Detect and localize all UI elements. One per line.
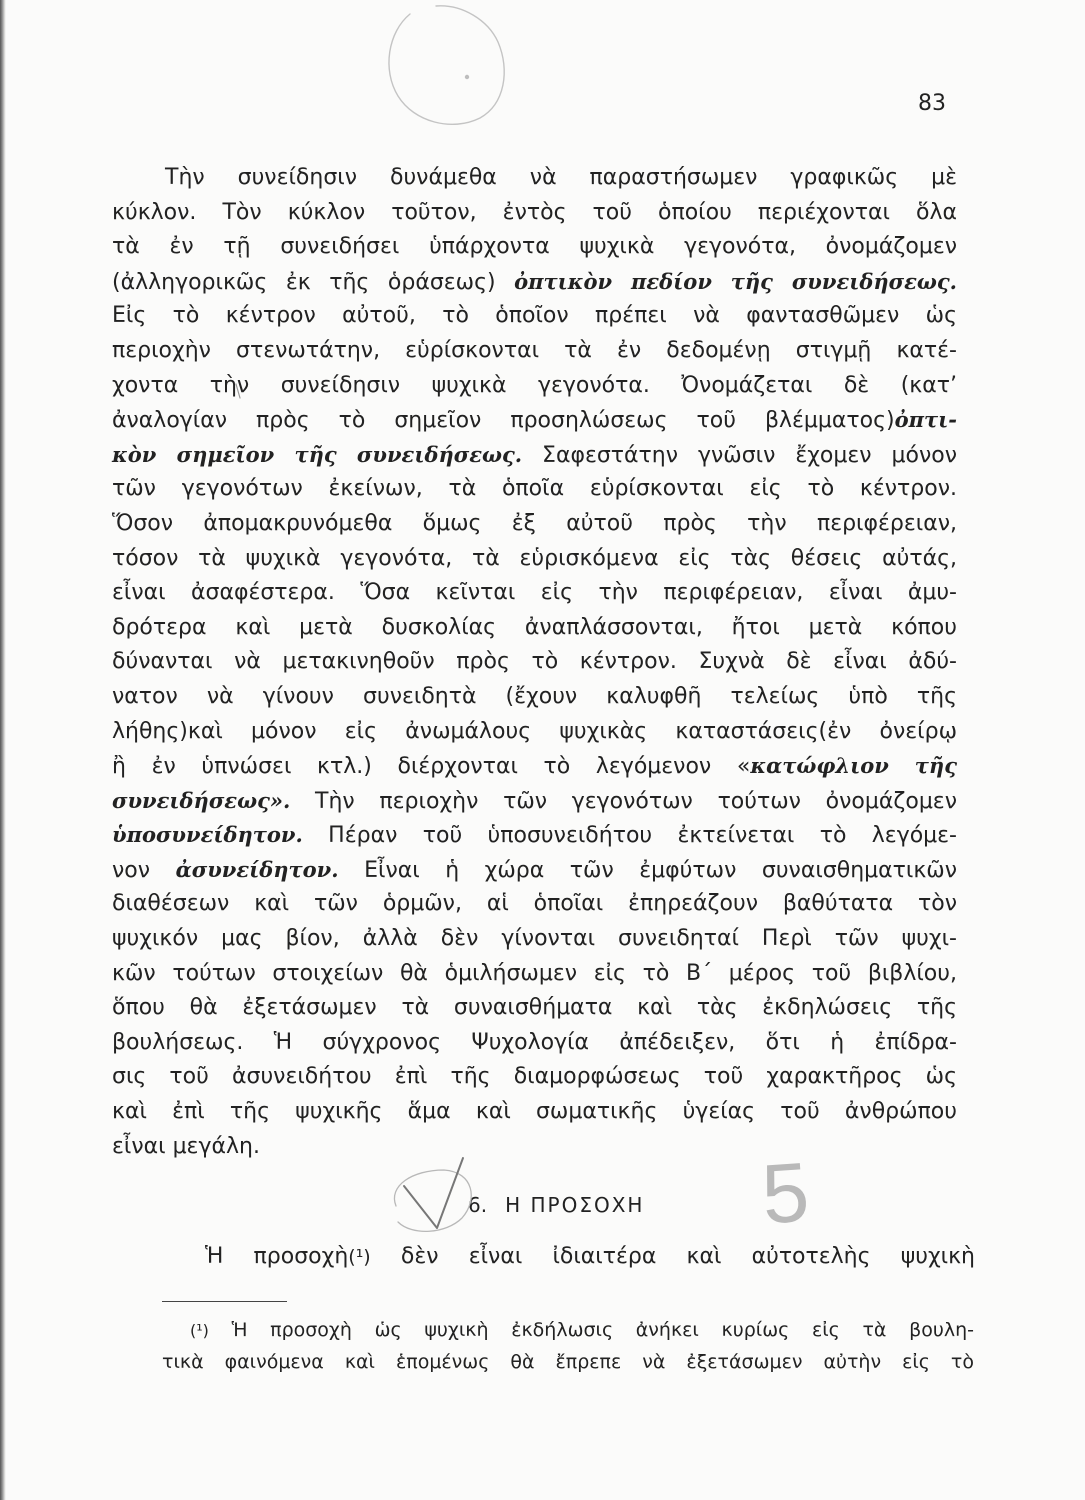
text-line bbox=[112, 403, 957, 438]
section-number: 6. bbox=[468, 1193, 488, 1217]
text-line bbox=[112, 299, 957, 334]
footnote-line bbox=[162, 1314, 974, 1346]
text-run: Εἶναι ἡ χώρα τῶν ἐμφύτων συναισθηματικῶν bbox=[338, 857, 957, 883]
text-line bbox=[112, 645, 957, 680]
text-line bbox=[112, 680, 957, 715]
text-line bbox=[112, 369, 957, 404]
text-run: κύκλον. Τὸν κύκλον τοῦτον, ἐντὸς τοῦ ὁποίου περιέχονται ὅλα bbox=[112, 199, 957, 225]
section-heading bbox=[468, 1193, 644, 1217]
footnote-divider bbox=[162, 1301, 287, 1302]
text-line bbox=[112, 1060, 957, 1095]
text-line bbox=[112, 1130, 957, 1165]
text-run: τικὰ φαινόμενα καὶ ἑπομένως θὰ ἔπρεπε νὰ ἐξετάσωμεν αὐτὴν εἰς τὸ bbox=[162, 1351, 974, 1373]
page-edge-shadow bbox=[0, 0, 6, 1500]
text-line bbox=[112, 991, 957, 1026]
section-paragraph bbox=[205, 1240, 975, 1275]
text-run: νατον νὰ γίνουν συνειδητὰ (ἔχουν καλυφθῆ τελείως ὑπὸ τῆς bbox=[112, 683, 957, 709]
text-run: (ἀλληγορικῶς ἐκ τῆς ὁράσεως) bbox=[112, 269, 515, 295]
pencil-circle-mark bbox=[389, 6, 504, 125]
text-run: δρότερα καὶ μετὰ δυσκολίας ἀναπλάσσονται, ἤτοι μετὰ κόπου bbox=[112, 614, 957, 640]
emphasized-term: κὸν σημεῖον τῆς συνειδήσεως. bbox=[112, 441, 523, 467]
text-run: τὰ ἐν τῇ συνειδήσει ὑπάρχοντα ψυχικὰ γεγονότα, ὀνομάζομεν bbox=[112, 234, 957, 260]
text-run: εἶναι ἀσαφέστερα. Ὅσα κεῖνται εἰς τὴν περιφέρειαν, εἶναι ἀμυ- bbox=[112, 580, 957, 606]
text-run: δύνανται νὰ μετακινηθοῦν πρὸς τὸ κέντρον. Συχνὰ δὲ εἶναι ἀδύ- bbox=[112, 649, 957, 675]
text-line bbox=[112, 853, 957, 888]
emphasized-term: ὀπτι- bbox=[894, 407, 957, 433]
text-run: τῶν γεγονότων ἐκείνων, τὰ ὁποῖα εὑρίσκονται εἰς τὸ κέντρον. bbox=[112, 476, 957, 502]
text-run: Τὴν περιοχὴν τῶν γεγονότων τούτων ὀνομάζομεν bbox=[290, 788, 957, 814]
text-line bbox=[112, 749, 957, 784]
footnote-reference: (¹) bbox=[348, 1246, 371, 1268]
text-run: βουλήσεως. Ἡ σύγχρονος Ψυχολογία ἀπέδειξεν, ὅτι ἡ ἐπίδρα- bbox=[112, 1029, 957, 1055]
text-run: εἶναι μεγάλη. bbox=[112, 1133, 260, 1159]
text-line bbox=[112, 161, 957, 196]
text-run: τόσον τὰ ψυχικὰ γεγονότα, τὰ εὑρισκόμενα εἰς τὰς θέσεις αὐτάς, bbox=[112, 545, 957, 571]
emphasized-term: ὑποσυνείδητον. bbox=[112, 822, 303, 848]
footnote-line bbox=[162, 1346, 974, 1378]
pencil-check-mark bbox=[404, 1158, 463, 1228]
text-line bbox=[112, 818, 957, 853]
text-run: καὶ ἐπὶ τῆς ψυχικῆς ἅμα καὶ σωματικῆς ὑγείας τοῦ ἀνθρώπου bbox=[112, 1099, 957, 1125]
footnote bbox=[162, 1314, 974, 1378]
text-run: ἀναλογίαν πρὸς τὸ σημεῖον προσηλώσεως τοῦ βλέμματος) bbox=[112, 408, 895, 434]
text-run: Εἰς τὸ κέντρον αὐτοῦ, τὸ ὁποῖον πρέπει νὰ φαντασθῶμεν ὡς bbox=[112, 303, 957, 329]
text-line bbox=[112, 715, 957, 750]
text-line bbox=[112, 230, 957, 265]
text-line bbox=[112, 611, 957, 646]
text-line bbox=[112, 576, 957, 611]
footnote-marker: (¹) bbox=[190, 1321, 209, 1340]
text-line bbox=[205, 1240, 975, 1275]
text-run: χοντα τὴν συνείδησιν ψυχικὰ γεγονότα. Ὀνομάζεται δὲ (κατ’ bbox=[112, 372, 957, 398]
text-run: λήθης)καὶ μόνον εἰς ἀνωμάλους ψυχικὰς καταστάσεις(ἐν ὀνείρῳ bbox=[112, 718, 957, 744]
text-line bbox=[112, 922, 957, 957]
text-run: ὅπου θὰ ἐξετάσωμεν τὰ συναισθήματα καὶ τὰς ἐκδηλώσεις τῆς bbox=[112, 995, 957, 1021]
body-text bbox=[112, 161, 957, 1164]
page-number: 83 bbox=[918, 91, 946, 116]
text-line bbox=[112, 887, 957, 922]
emphasized-term: κατώφλιον τῆς bbox=[750, 753, 957, 779]
text-run: ἢ ἐν ὑπνώσει κτλ.) διέρχονται τὸ λεγόμενον « bbox=[112, 754, 751, 780]
text-line bbox=[112, 507, 957, 542]
text-run: Σαφεστάτην γνῶσιν ἔχομεν μόνον bbox=[522, 442, 957, 468]
emphasized-term: συνειδήσεως». bbox=[112, 787, 291, 813]
pencil-scribble-mark bbox=[394, 1170, 471, 1231]
text-run: Ἡ προσοχὴ bbox=[205, 1244, 349, 1269]
text-run: δὲν εἶναι ἰδιαιτέρα καὶ αὐτοτελὴς ψυχικὴ bbox=[370, 1244, 975, 1269]
text-line bbox=[112, 957, 957, 992]
text-line bbox=[112, 784, 957, 819]
text-line bbox=[112, 1095, 957, 1130]
text-line bbox=[112, 438, 957, 473]
emphasized-term: ἀσυνείδητον. bbox=[175, 856, 339, 882]
text-run: Ὅσον ἀπομακρυνόμεθα ὅμως ἐξ αὐτοῦ πρὸς τὴν περιφέρειαν, bbox=[112, 510, 957, 536]
text-line bbox=[112, 1026, 957, 1061]
text-line bbox=[112, 334, 957, 369]
pencil-number-annotation: 5 bbox=[758, 1144, 812, 1242]
text-run: Πέραν τοῦ ὑποσυνειδήτου ἐκτείνεται τὸ λεγόμε- bbox=[302, 823, 957, 849]
text-run: διαθέσεων καὶ τῶν ὁρμῶν, αἱ ὁποῖαι ἐπηρεάζουν βαθύτατα τὸν bbox=[112, 891, 957, 917]
text-line bbox=[112, 265, 957, 300]
text-line bbox=[112, 196, 957, 231]
text-run: κῶν τούτων στοιχείων θὰ ὁμιλήσωμεν εἰς τὸ Β΄ μέρος τοῦ βιβλίου, bbox=[112, 960, 957, 986]
text-run: Τὴν συνείδησιν δυνάμεθα νὰ παραστήσωμεν γραφικῶς μὲ bbox=[165, 165, 957, 190]
text-line bbox=[112, 472, 957, 507]
pencil-dot-mark bbox=[465, 75, 469, 79]
text-run: Ἡ προσοχὴ ὡς ψυχικὴ ἐκδήλωσις ἀνήκει κυρίως εἰς τὰ βουλη- bbox=[208, 1319, 974, 1341]
emphasized-term: ὀπτικὸν πεδίον τῆς συνειδήσεως. bbox=[514, 268, 957, 294]
text-run: ψυχικόν μας βίον, ἀλλὰ δὲν γίνονται συνειδηταί Περὶ τῶν ψυχι- bbox=[112, 926, 957, 952]
text-line bbox=[112, 542, 957, 577]
text-run: περιοχὴν στενωτάτην, εὑρίσκονται τὰ ἐν δεδομένῃ στιγμῇ κατέ- bbox=[112, 337, 957, 363]
text-run: σις τοῦ ἀσυνειδήτου ἐπὶ τῆς διαμορφώσεως τοῦ χαρακτῆρος ὡς bbox=[112, 1064, 957, 1090]
text-run: νον bbox=[112, 857, 176, 883]
section-title: Η ΠΡΟΣΟΧΗ bbox=[505, 1193, 645, 1217]
